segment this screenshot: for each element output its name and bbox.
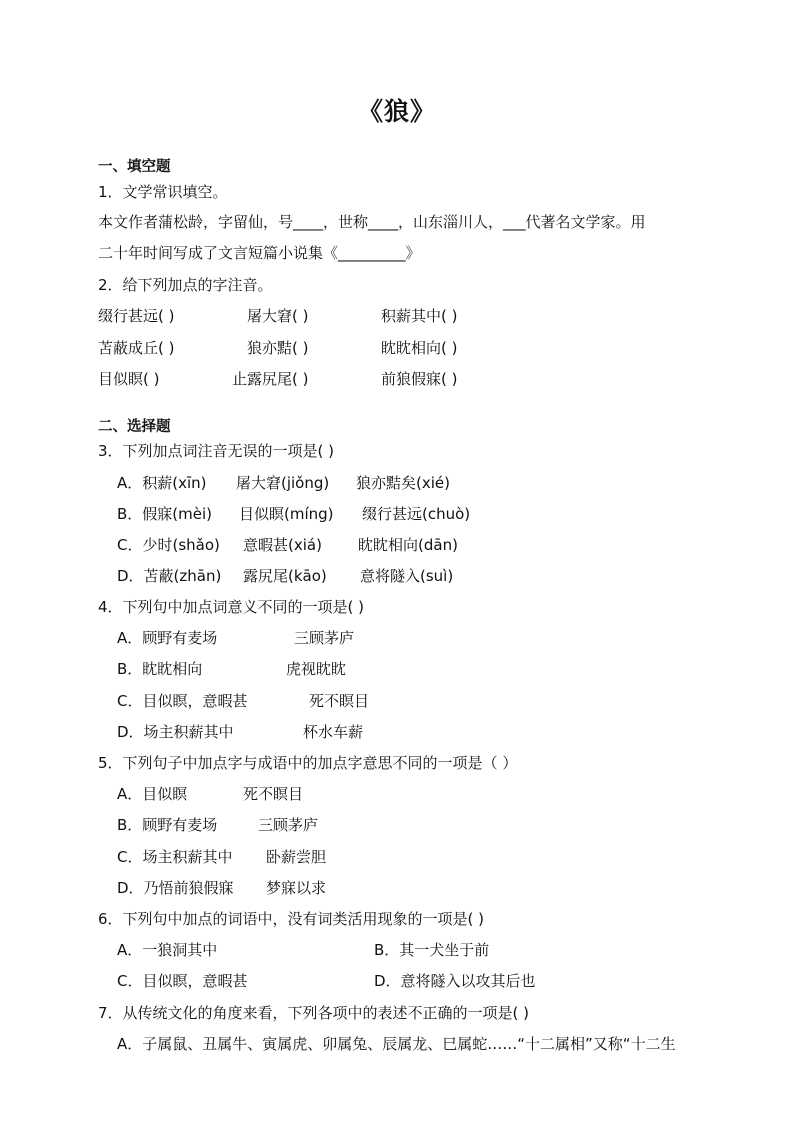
q2-item: 前狼假寐( ) xyxy=(381,370,458,388)
q4-option-b: B．眈眈相向 xyxy=(117,660,203,678)
q6-option-c: C．目似瞑，意暇甚 xyxy=(117,972,248,990)
q3-option-c: C．少时(shǎo) xyxy=(117,536,220,554)
q7-stem: 7．从传统文化的角度来看，下列各项中的表述不正确的一项是( ) xyxy=(98,1004,530,1022)
q5-option-b-part: 三顾茅庐 xyxy=(258,816,319,834)
q4-option-c-part: 死不瞑目 xyxy=(309,692,370,710)
q3-stem: 3．下列加点词注音无误的一项是( ) xyxy=(98,442,335,460)
q2-stem: 2．给下列加点的字注音。 xyxy=(98,276,273,294)
q5-stem: 5．下列句子中加点字与成语中的加点字意思不同的一项是（ ） xyxy=(98,754,518,772)
q4-option-d-part: 杯水车薪 xyxy=(303,723,364,741)
q1-stem: 1．文学常识填空。 xyxy=(98,183,228,201)
q6-option-a: A．一狼洞其中 xyxy=(117,941,218,959)
q5-option-a-part: 死不瞑目 xyxy=(243,785,304,803)
q4-option-b-part: 虎视眈眈 xyxy=(286,660,347,678)
q1-line-2: 二十年时间写成了文言短篇小说集《_________》 xyxy=(98,244,421,262)
document-title: 《狼》 xyxy=(357,97,436,126)
q4-stem: 4．下列句中加点词意义不同的一项是( ) xyxy=(98,598,365,616)
q2-item: 狼亦黠( ) xyxy=(247,339,309,357)
q2-item: 止露尻尾( ) xyxy=(232,370,309,388)
q5-option-d: D．乃悟前狼假寐 xyxy=(117,879,234,897)
q1-line-1: 本文作者蒲松龄，字留仙，号____，世称____，山东淄川人，___代著名文学家。用 xyxy=(98,213,646,231)
section-heading-multiple-choice: 二、选择题 xyxy=(98,419,171,435)
q3-option-d-part: 露尻尾(kāo) xyxy=(243,567,327,585)
q5-option-b: B．顾野有麦场 xyxy=(117,816,218,834)
q3-option-a-part: 狼亦黠矣(xié) xyxy=(356,474,450,492)
q3-option-a: A．积薪(xīn) xyxy=(117,474,207,492)
q4-option-d: D．场主积薪其中 xyxy=(117,723,234,741)
q7-option-a: A．子属鼠、丑属牛、寅属虎、卯属兔、辰属龙、巳属蛇……“十二属相”又称“十二生 xyxy=(117,1035,676,1053)
q3-option-b: B．假寐(mèi) xyxy=(117,505,213,523)
q5-option-c-part: 卧薪尝胆 xyxy=(266,848,327,866)
q2-item: 目似瞑( ) xyxy=(98,370,160,388)
q5-option-c: C．场主积薪其中 xyxy=(117,848,233,866)
q5-option-d-part: 梦寐以求 xyxy=(266,879,327,897)
q3-option-d: D．苫蔽(zhān) xyxy=(117,567,222,585)
q2-item: 积薪其中( ) xyxy=(381,307,458,325)
q4-option-c: C．目似瞑，意暇甚 xyxy=(117,692,248,710)
q3-option-d-part: 意将隧入(suì) xyxy=(360,567,454,585)
q6-option-d: D．意将隧入以攻其后也 xyxy=(374,972,536,990)
q3-option-c-part: 意暇甚(xiá) xyxy=(243,536,322,554)
q6-option-b: B．其一犬坐于前 xyxy=(374,941,490,959)
q4-option-a: A．顾野有麦场 xyxy=(117,629,218,647)
q3-option-a-part: 屠大窘(jiǒng) xyxy=(236,474,330,492)
q3-option-c-part: 眈眈相向(dān) xyxy=(358,536,458,554)
q4-option-a-part: 三顾茅庐 xyxy=(294,629,355,647)
q2-item: 缀行甚远( ) xyxy=(98,307,175,325)
q2-item: 眈眈相向( ) xyxy=(381,339,458,357)
q6-stem: 6．下列句中加点的词语中，没有词类活用现象的一项是( ) xyxy=(98,910,485,928)
q3-option-b-part: 缀行甚远(chuò) xyxy=(362,505,471,523)
section-heading-fill-in: 一、填空题 xyxy=(98,159,171,175)
q2-item: 屠大窘( ) xyxy=(247,307,309,325)
q3-option-b-part: 目似瞑(míng) xyxy=(239,505,334,523)
q2-item: 苫蔽成丘( ) xyxy=(98,339,175,357)
q5-option-a: A．目似瞑 xyxy=(117,785,188,803)
